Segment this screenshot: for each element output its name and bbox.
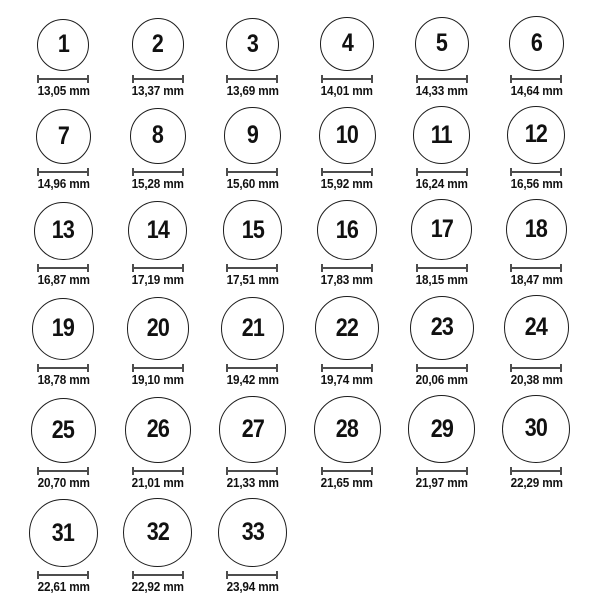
ring-circle xyxy=(415,17,469,71)
ring-number: 27 xyxy=(241,415,264,444)
diameter-label: 21,65 mm xyxy=(321,475,374,490)
diameter-label: 16,56 mm xyxy=(510,176,563,191)
ring-circle xyxy=(320,17,374,71)
ring-number: 12 xyxy=(525,120,548,149)
diameter-label: 18,78 mm xyxy=(37,372,90,387)
dimension-tick-right xyxy=(182,264,184,272)
ring-circle xyxy=(224,107,280,163)
ring-number: 32 xyxy=(146,518,169,547)
dimension-tick-left xyxy=(510,75,512,83)
ring-number: 22 xyxy=(335,313,359,342)
dimension-tick-right xyxy=(560,364,562,372)
ring-cell xyxy=(300,396,395,491)
ring-number: 28 xyxy=(335,414,359,443)
ring-number: 24 xyxy=(525,312,548,341)
ring-cell xyxy=(16,202,111,289)
dimension-tick-left xyxy=(37,364,39,372)
ring-number: 25 xyxy=(52,415,75,444)
ring-circle xyxy=(36,109,91,164)
dimension-tick-left xyxy=(510,168,512,176)
dimension-tick-right xyxy=(560,264,562,272)
diameter-dimension-line xyxy=(321,168,373,176)
dimension-tick-left xyxy=(37,467,39,475)
ring-cell xyxy=(205,200,300,288)
diameter-label: 15,28 mm xyxy=(131,176,184,191)
dimension-tick-left xyxy=(416,264,418,272)
ring-circle xyxy=(315,296,379,360)
ring-circle xyxy=(411,199,472,260)
ring-circle xyxy=(507,106,565,164)
diameter-dimension-line xyxy=(321,264,373,272)
diameter-dimension-line xyxy=(416,364,468,372)
ring-number: 10 xyxy=(335,120,359,149)
dimension-tick-right xyxy=(466,168,468,176)
diameter-dimension-line xyxy=(321,364,373,372)
ring-circle xyxy=(123,498,192,567)
ring-circle xyxy=(218,498,288,568)
dimension-tick-left xyxy=(132,75,134,83)
diameter-label: 20,06 mm xyxy=(415,372,468,387)
dimension-tick-right xyxy=(87,364,89,372)
dimension-bar xyxy=(510,367,562,369)
ring-cell xyxy=(489,16,584,99)
diameter-dimension-line xyxy=(37,364,89,372)
dimension-tick-right xyxy=(466,75,468,83)
dimension-bar xyxy=(132,171,184,173)
dimension-bar xyxy=(416,267,468,269)
ring-cell xyxy=(489,295,584,388)
diameter-dimension-line xyxy=(226,75,278,83)
diameter-label: 13,69 mm xyxy=(226,83,279,98)
ring-circle xyxy=(132,18,185,71)
dimension-tick-left xyxy=(226,364,228,372)
dimension-tick-right xyxy=(560,75,562,83)
dimension-tick-right xyxy=(182,75,184,83)
ring-row xyxy=(16,498,600,596)
dimension-tick-left xyxy=(321,168,323,176)
diameter-dimension-line xyxy=(226,264,278,272)
diameter-dimension-line xyxy=(37,264,89,272)
diameter-dimension-line xyxy=(132,264,184,272)
dimension-bar xyxy=(321,367,373,369)
ring-circle xyxy=(130,108,186,164)
dimension-bar xyxy=(416,171,468,173)
diameter-dimension-line xyxy=(510,364,562,372)
dimension-bar xyxy=(416,470,468,472)
diameter-label: 20,38 mm xyxy=(510,372,563,387)
ring-circle xyxy=(223,200,283,260)
dimension-bar xyxy=(321,470,373,472)
dimension-tick-left xyxy=(510,264,512,272)
diameter-label: 14,01 mm xyxy=(321,83,374,98)
dimension-tick-left xyxy=(321,467,323,475)
dimension-tick-right xyxy=(182,571,184,579)
ring-number: 21 xyxy=(241,313,264,342)
ring-cell xyxy=(300,107,395,192)
ring-circle xyxy=(226,18,279,71)
diameter-label: 18,15 mm xyxy=(415,273,468,288)
ring-cell xyxy=(394,395,489,490)
ring-circle xyxy=(31,398,96,463)
diameter-dimension-line xyxy=(510,75,562,83)
ring-circle xyxy=(410,296,474,360)
dimension-bar xyxy=(226,267,278,269)
dimension-tick-left xyxy=(37,168,39,176)
ring-circle xyxy=(314,396,381,463)
ring-cell xyxy=(111,18,206,99)
diameter-label: 19,42 mm xyxy=(226,372,279,387)
ring-circle xyxy=(317,200,377,260)
ring-row xyxy=(16,16,600,99)
dimension-bar xyxy=(416,78,468,80)
dimension-bar xyxy=(321,267,373,269)
ring-number: 19 xyxy=(52,314,75,343)
ring-circle xyxy=(32,298,94,360)
dimension-tick-right xyxy=(87,467,89,475)
ring-number: 5 xyxy=(436,29,448,58)
dimension-tick-left xyxy=(226,168,228,176)
ring-number: 9 xyxy=(246,121,259,150)
dimension-bar xyxy=(37,171,89,173)
dimension-tick-right xyxy=(276,264,278,272)
ring-number: 6 xyxy=(530,28,542,57)
dimension-tick-left xyxy=(226,467,228,475)
diameter-label: 21,97 mm xyxy=(415,475,468,490)
diameter-dimension-line xyxy=(416,467,468,475)
dimension-tick-right xyxy=(276,467,278,475)
ring-row xyxy=(16,199,600,288)
dimension-bar xyxy=(37,78,89,80)
dimension-tick-left xyxy=(226,571,228,579)
dimension-tick-right xyxy=(182,168,184,176)
diameter-label: 19,10 mm xyxy=(131,372,184,387)
ring-cell xyxy=(16,19,111,99)
diameter-label: 17,83 mm xyxy=(321,273,374,288)
dimension-bar xyxy=(226,470,278,472)
ring-cell xyxy=(205,107,300,191)
dimension-tick-right xyxy=(466,467,468,475)
ring-number: 29 xyxy=(430,414,453,443)
dimension-tick-right xyxy=(276,168,278,176)
dimension-tick-left xyxy=(416,75,418,83)
ring-cell xyxy=(489,395,584,491)
diameter-dimension-line xyxy=(226,168,278,176)
dimension-tick-right xyxy=(371,264,373,272)
diameter-label: 22,92 mm xyxy=(131,580,184,595)
ring-cell xyxy=(111,201,206,288)
dimension-bar xyxy=(226,574,278,576)
dimension-tick-left xyxy=(321,364,323,372)
ring-number: 15 xyxy=(241,215,264,244)
ring-circle xyxy=(502,395,570,463)
ring-number: 20 xyxy=(146,314,169,343)
dimension-tick-right xyxy=(466,264,468,272)
ring-row xyxy=(16,395,600,491)
dimension-bar xyxy=(510,171,562,173)
dimension-bar xyxy=(226,171,278,173)
diameter-label: 14,96 mm xyxy=(37,176,90,191)
ring-cell xyxy=(16,398,111,491)
ring-number: 8 xyxy=(152,121,164,150)
diameter-dimension-line xyxy=(321,467,373,475)
dimension-bar xyxy=(321,78,373,80)
dimension-bar xyxy=(510,267,562,269)
diameter-dimension-line xyxy=(510,264,562,272)
diameter-label: 20,70 mm xyxy=(37,475,90,490)
dimension-tick-left xyxy=(226,75,228,83)
dimension-tick-right xyxy=(371,467,373,475)
diameter-label: 15,92 mm xyxy=(321,176,374,191)
ring-number: 16 xyxy=(335,215,359,244)
diameter-label: 18,47 mm xyxy=(510,273,563,288)
dimension-bar xyxy=(132,78,184,80)
ring-circle xyxy=(509,16,564,71)
ring-circle xyxy=(128,201,187,260)
dimension-tick-left xyxy=(37,75,39,83)
ring-circle xyxy=(221,297,284,360)
ring-circle xyxy=(504,295,569,360)
diameter-label: 22,29 mm xyxy=(510,475,563,490)
dimension-tick-left xyxy=(416,467,418,475)
dimension-bar xyxy=(510,470,562,472)
ring-cell xyxy=(394,296,489,388)
ring-number: 7 xyxy=(57,121,69,150)
diameter-dimension-line xyxy=(132,467,184,475)
diameter-dimension-line xyxy=(416,264,468,272)
ring-cell xyxy=(111,397,206,491)
ring-cell xyxy=(111,297,206,387)
ring-circle xyxy=(506,199,567,260)
dimension-tick-left xyxy=(226,264,228,272)
dimension-tick-left xyxy=(321,264,323,272)
ring-cell xyxy=(111,498,206,595)
ring-number: 11 xyxy=(431,120,453,149)
diameter-dimension-line xyxy=(226,467,278,475)
diameter-label: 15,60 mm xyxy=(226,176,279,191)
dimension-tick-left xyxy=(37,264,39,272)
diameter-dimension-line xyxy=(416,168,468,176)
dimension-bar xyxy=(226,78,278,80)
diameter-dimension-line xyxy=(226,571,278,579)
ring-cell xyxy=(205,396,300,490)
diameter-label: 19,74 mm xyxy=(321,372,374,387)
dimension-tick-left xyxy=(510,467,512,475)
dimension-tick-right xyxy=(182,467,184,475)
ring-circle xyxy=(29,499,98,568)
ring-number: 2 xyxy=(152,29,164,58)
ring-number: 23 xyxy=(430,313,453,342)
dimension-bar xyxy=(321,171,373,173)
ring-circle xyxy=(413,106,471,164)
dimension-bar xyxy=(132,367,184,369)
diameter-label: 14,64 mm xyxy=(510,83,563,98)
ring-cell xyxy=(16,499,111,596)
dimension-tick-left xyxy=(416,364,418,372)
diameter-dimension-line xyxy=(132,75,184,83)
ring-circle xyxy=(127,297,189,359)
ring-cell xyxy=(300,17,395,99)
diameter-label: 23,94 mm xyxy=(226,580,279,595)
dimension-tick-left xyxy=(132,364,134,372)
ring-cell xyxy=(489,106,584,192)
ring-cell xyxy=(16,109,111,192)
diameter-dimension-line xyxy=(226,364,278,372)
ring-cell xyxy=(394,17,489,99)
dimension-tick-left xyxy=(416,168,418,176)
diameter-dimension-line xyxy=(510,467,562,475)
ring-number: 1 xyxy=(57,30,69,59)
dimension-bar xyxy=(132,470,184,472)
diameter-label: 16,24 mm xyxy=(415,176,468,191)
ring-cell xyxy=(300,200,395,288)
ring-row xyxy=(16,106,600,192)
ring-number: 14 xyxy=(146,216,169,245)
dimension-bar xyxy=(132,574,184,576)
ring-number: 26 xyxy=(146,415,169,444)
ring-number: 18 xyxy=(525,214,548,243)
diameter-dimension-line xyxy=(510,168,562,176)
dimension-bar xyxy=(37,267,89,269)
diameter-dimension-line xyxy=(132,168,184,176)
diameter-dimension-line xyxy=(37,467,89,475)
dimension-tick-right xyxy=(87,571,89,579)
diameter-label: 14,33 mm xyxy=(415,83,468,98)
ring-number: 31 xyxy=(52,518,75,547)
ring-number: 17 xyxy=(430,215,453,244)
ring-number: 30 xyxy=(525,414,548,443)
ring-circle xyxy=(34,202,93,261)
dimension-tick-left xyxy=(132,168,134,176)
diameter-dimension-line xyxy=(37,75,89,83)
ring-number: 4 xyxy=(341,29,353,58)
ring-cell xyxy=(394,106,489,192)
dimension-tick-right xyxy=(371,364,373,372)
diameter-label: 21,33 mm xyxy=(226,475,279,490)
dimension-bar xyxy=(226,367,278,369)
diameter-dimension-line xyxy=(321,75,373,83)
dimension-tick-right xyxy=(371,168,373,176)
diameter-label: 17,19 mm xyxy=(131,273,184,288)
dimension-tick-left xyxy=(132,467,134,475)
dimension-bar xyxy=(37,367,89,369)
dimension-tick-right xyxy=(371,75,373,83)
ring-cell xyxy=(489,199,584,288)
diameter-label: 13,05 mm xyxy=(37,83,90,98)
dimension-tick-left xyxy=(321,75,323,83)
diameter-label: 21,01 mm xyxy=(131,475,184,490)
dimension-tick-right xyxy=(87,264,89,272)
ring-row xyxy=(16,295,600,388)
diameter-label: 16,87 mm xyxy=(37,273,90,288)
ring-circle xyxy=(319,107,376,164)
dimension-tick-right xyxy=(87,168,89,176)
diameter-label: 22,61 mm xyxy=(37,580,90,595)
dimension-tick-right xyxy=(87,75,89,83)
dimension-bar xyxy=(510,78,562,80)
dimension-bar xyxy=(416,367,468,369)
ring-cell xyxy=(394,199,489,288)
dimension-tick-right xyxy=(466,364,468,372)
diameter-dimension-line xyxy=(37,168,89,176)
ring-cell xyxy=(205,18,300,99)
ring-circle xyxy=(408,395,475,462)
ring-cell xyxy=(111,108,206,192)
dimension-tick-left xyxy=(132,571,134,579)
ring-circle xyxy=(125,397,191,463)
diameter-dimension-line xyxy=(37,571,89,579)
dimension-tick-right xyxy=(560,467,562,475)
dimension-tick-right xyxy=(276,75,278,83)
dimension-tick-left xyxy=(510,364,512,372)
diameter-dimension-line xyxy=(416,75,468,83)
dimension-tick-right xyxy=(182,364,184,372)
dimension-bar xyxy=(37,574,89,576)
ring-number: 3 xyxy=(246,29,259,58)
ring-number: 33 xyxy=(241,518,264,547)
dimension-tick-right xyxy=(276,364,278,372)
ring-cell xyxy=(205,498,300,596)
ring-cell xyxy=(300,296,395,388)
diameter-dimension-line xyxy=(132,364,184,372)
dimension-bar xyxy=(132,267,184,269)
ring-cell xyxy=(205,297,300,388)
diameter-label: 17,51 mm xyxy=(226,273,279,288)
dimension-tick-right xyxy=(276,571,278,579)
ring-cell xyxy=(16,298,111,388)
diameter-label: 13,37 mm xyxy=(131,83,184,98)
dimension-tick-right xyxy=(560,168,562,176)
diameter-dimension-line xyxy=(132,571,184,579)
ring-circle xyxy=(219,396,285,462)
ring-number: 13 xyxy=(52,216,75,245)
ring-circle xyxy=(37,19,89,71)
dimension-bar xyxy=(37,470,89,472)
dimension-tick-left xyxy=(132,264,134,272)
dimension-tick-left xyxy=(37,571,39,579)
